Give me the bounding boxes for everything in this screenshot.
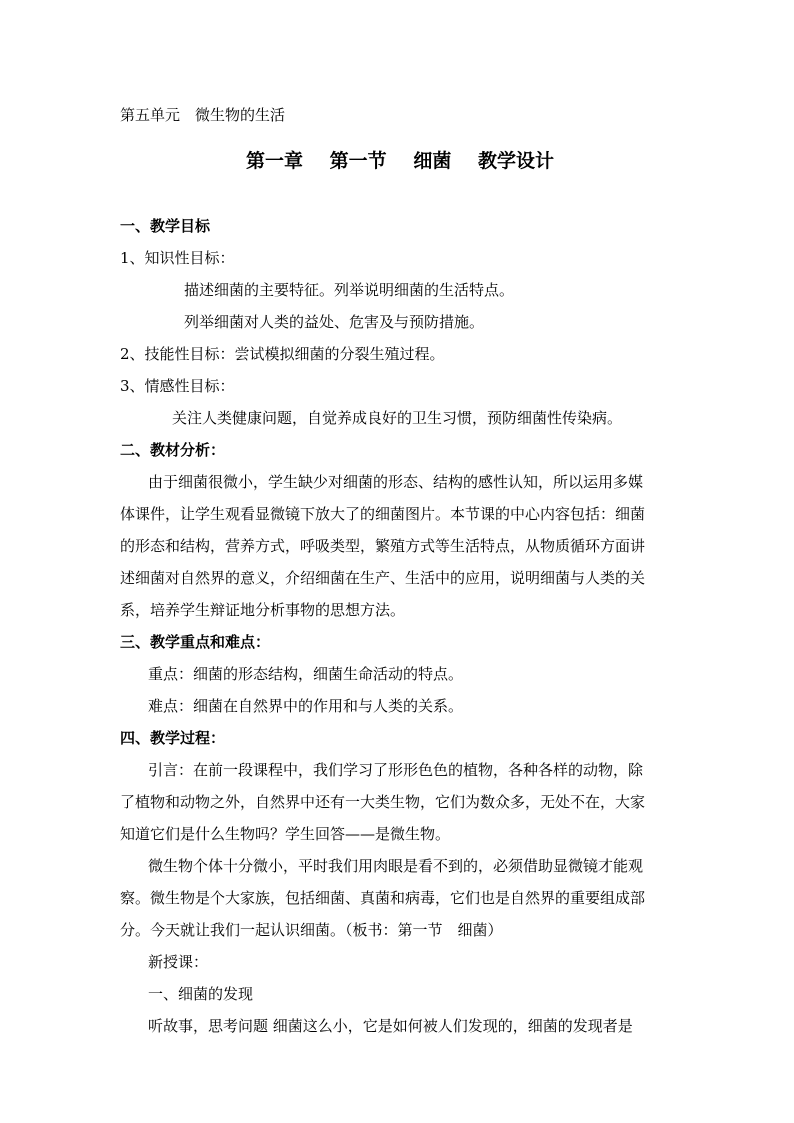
story-line: 听故事，思考问题 细菌这么小，它是如何被人们发现的，细菌的发现者是 [148,1017,633,1035]
knowledge-goal-label: 1、知识性目标： [120,249,235,267]
title-design: 教学设计 [477,150,554,172]
title-section: 第一节 [329,150,387,172]
analysis-line: 由于细菌很微小，学生缺少对细菌的形态、结构的感性认知，所以运用多媒 [148,473,644,491]
analysis-line: 体课件，让学生观看显微镜下放大了的细菌图片。本节课的中心内容包括：细菌 [120,505,646,523]
microbe-line: 分。今天就让我们一起认识细菌。（板书：第一节 细菌） [120,921,503,939]
analysis-line: 的形态和结构，营养方式，呼吸类型，繁殖方式等生活特点，从物质循环方面讲 [120,537,646,555]
knowledge-goal-item: 列举细菌对人类的益处、危害及与预防措施。 [184,313,485,331]
intro-line: 知道它们是什么生物吗？学生回答——是微生物。 [120,825,451,843]
title-chapter: 第一章 [246,150,304,172]
subsection-heading: 一、细菌的发现 [148,985,254,1003]
analysis-line: 述细菌对自然界的意义，介绍细菌在生产、生活中的应用，说明细菌与人类的关 [120,569,646,587]
section4-heading: 四、教学过程： [120,729,226,747]
new-lesson-label: 新授课： [148,953,209,971]
intro-line: 引言：在前一段课程中，我们学习了形形色色的植物，各种各样的动物，除 [148,761,644,779]
section1-heading: 一、教学目标 [120,217,211,235]
title-topic: 细菌 [413,150,452,172]
microbe-line: 察。微生物是个大家族，包括细菌、真菌和病毒，它们也是自然界的重要组成部 [120,889,646,907]
skill-goal: 2、技能性目标：尝试模拟细菌的分裂生殖过程。 [120,345,445,363]
emotion-goal-item: 关注人类健康问题，自觉养成良好的卫生习惯，预防细菌性传染病。 [172,409,623,427]
knowledge-goal-item: 描述细菌的主要特征。列举说明细菌的生活特点。 [184,281,515,299]
difficult-point: 难点：细菌在自然界中的作用和与人类的关系。 [148,697,464,715]
document-title [120,146,680,173]
microbe-line: 微生物个体十分微小，平时我们用肉眼是看不到的，必须借助显微镜才能观 [148,857,644,875]
section2-heading: 二、教材分析： [120,441,226,459]
analysis-line: 系，培养学生辩证地分析事物的思想方法。 [120,601,406,619]
emotion-goal-label: 3、情感性目标： [120,377,235,395]
intro-line: 了植物和动物之外，自然界中还有一大类生物，它们为数众多，无处不在，大家 [120,793,646,811]
section3-heading: 三、教学重点和难点： [120,633,271,651]
unit-heading: 第五单元 微生物的生活 [120,106,286,124]
key-point: 重点：细菌的形态结构，细菌生命活动的特点。 [148,665,464,683]
